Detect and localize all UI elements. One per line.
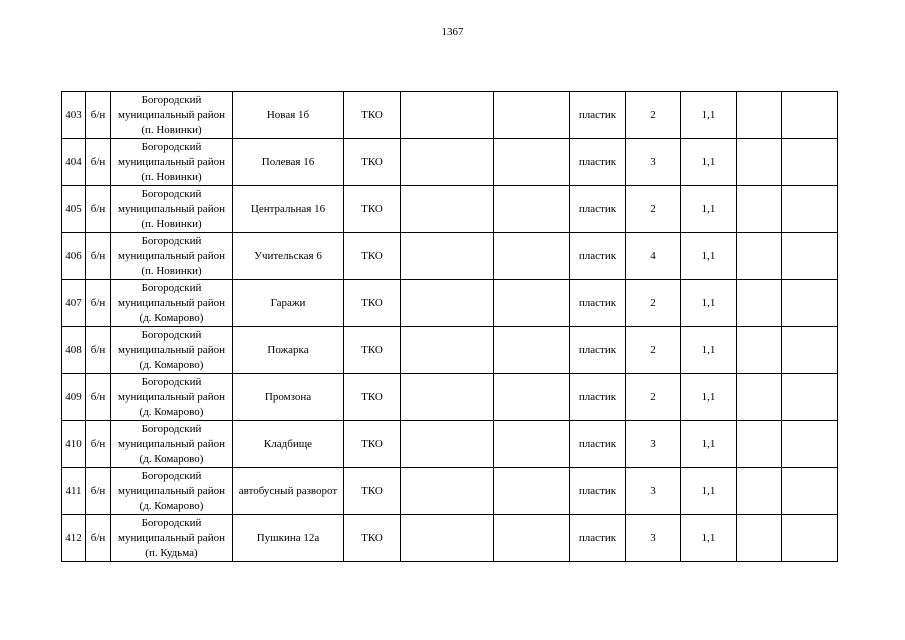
- empty-cell: [782, 233, 838, 280]
- material-cell: пластик: [570, 92, 626, 139]
- empty-cell: [782, 421, 838, 468]
- district-cell: Богородский муниципальный район (д. Комарово): [111, 374, 233, 421]
- empty-cell: [737, 233, 782, 280]
- empty-cell: [782, 468, 838, 515]
- empty-cell: [494, 186, 570, 233]
- bn-cell: б/н: [86, 468, 111, 515]
- bn-cell: б/н: [86, 280, 111, 327]
- volume-cell: 1,1: [681, 374, 737, 421]
- count-cell: 3: [626, 515, 681, 562]
- waste-type-cell: ТКО: [344, 92, 401, 139]
- empty-cell: [494, 468, 570, 515]
- row-number: 409: [62, 374, 86, 421]
- table-row: [62, 327, 838, 374]
- page-number: 1367: [441, 26, 464, 38]
- waste-type-cell: ТКО: [344, 280, 401, 327]
- table-row: [62, 186, 838, 233]
- material-cell: пластик: [570, 233, 626, 280]
- empty-cell: [401, 139, 494, 186]
- empty-cell: [737, 92, 782, 139]
- empty-cell: [782, 327, 838, 374]
- empty-cell: [782, 280, 838, 327]
- material-cell: пластик: [570, 280, 626, 327]
- waste-type-cell: ТКО: [344, 421, 401, 468]
- district-cell: Богородский муниципальный район (п. Новинки): [111, 233, 233, 280]
- empty-cell: [494, 327, 570, 374]
- empty-cell: [737, 374, 782, 421]
- empty-cell: [401, 515, 494, 562]
- empty-cell: [401, 233, 494, 280]
- empty-cell: [737, 421, 782, 468]
- waste-type-cell: ТКО: [344, 515, 401, 562]
- address-cell: Учительская 6: [233, 233, 344, 280]
- table-row: [62, 92, 838, 139]
- district-cell: Богородский муниципальный район (п. Новинки): [111, 92, 233, 139]
- waste-type-cell: ТКО: [344, 186, 401, 233]
- row-number: 410: [62, 421, 86, 468]
- row-number: 407: [62, 280, 86, 327]
- empty-cell: [401, 374, 494, 421]
- bn-cell: б/н: [86, 327, 111, 374]
- volume-cell: 1,1: [681, 233, 737, 280]
- address-cell: Кладбище: [233, 421, 344, 468]
- district-cell: Богородский муниципальный район (п. Новинки): [111, 186, 233, 233]
- empty-cell: [782, 92, 838, 139]
- material-cell: пластик: [570, 139, 626, 186]
- count-cell: 4: [626, 233, 681, 280]
- row-number: 406: [62, 233, 86, 280]
- waste-type-cell: ТКО: [344, 327, 401, 374]
- empty-cell: [494, 139, 570, 186]
- empty-cell: [401, 327, 494, 374]
- volume-cell: 1,1: [681, 468, 737, 515]
- empty-cell: [494, 280, 570, 327]
- material-cell: пластик: [570, 327, 626, 374]
- address-cell: Полевая 16: [233, 139, 344, 186]
- address-cell: Пожарка: [233, 327, 344, 374]
- volume-cell: 1,1: [681, 280, 737, 327]
- material-cell: пластик: [570, 421, 626, 468]
- count-cell: 3: [626, 468, 681, 515]
- table-row: [62, 233, 838, 280]
- bn-cell: б/н: [86, 374, 111, 421]
- district-cell: Богородский муниципальный район (п. Кудьма): [111, 515, 233, 562]
- empty-cell: [494, 515, 570, 562]
- count-cell: 3: [626, 421, 681, 468]
- volume-cell: 1,1: [681, 421, 737, 468]
- empty-cell: [494, 374, 570, 421]
- empty-cell: [401, 186, 494, 233]
- table-row: [62, 374, 838, 421]
- bn-cell: б/н: [86, 421, 111, 468]
- volume-cell: 1,1: [681, 186, 737, 233]
- district-cell: Богородский муниципальный район (п. Новинки): [111, 139, 233, 186]
- empty-cell: [401, 468, 494, 515]
- empty-cell: [401, 280, 494, 327]
- empty-cell: [737, 280, 782, 327]
- volume-cell: 1,1: [681, 139, 737, 186]
- empty-cell: [782, 515, 838, 562]
- registry-table: [61, 91, 838, 562]
- table-row: [62, 421, 838, 468]
- address-cell: Промзона: [233, 374, 344, 421]
- table-row: [62, 515, 838, 562]
- empty-cell: [494, 421, 570, 468]
- district-cell: Богородский муниципальный район (д. Комарово): [111, 421, 233, 468]
- count-cell: 3: [626, 139, 681, 186]
- district-cell: Богородский муниципальный район (д. Комарово): [111, 327, 233, 374]
- empty-cell: [782, 139, 838, 186]
- bn-cell: б/н: [86, 233, 111, 280]
- bn-cell: б/н: [86, 186, 111, 233]
- count-cell: 2: [626, 186, 681, 233]
- address-cell: Пушкина 12а: [233, 515, 344, 562]
- table-row: [62, 468, 838, 515]
- count-cell: 2: [626, 92, 681, 139]
- waste-type-cell: ТКО: [344, 468, 401, 515]
- empty-cell: [401, 421, 494, 468]
- empty-cell: [401, 92, 494, 139]
- table-row: [62, 280, 838, 327]
- empty-cell: [737, 327, 782, 374]
- waste-type-cell: ТКО: [344, 139, 401, 186]
- address-cell: Гаражи: [233, 280, 344, 327]
- row-number: 411: [62, 468, 86, 515]
- empty-cell: [782, 186, 838, 233]
- empty-cell: [782, 374, 838, 421]
- empty-cell: [737, 139, 782, 186]
- volume-cell: 1,1: [681, 327, 737, 374]
- bn-cell: б/н: [86, 515, 111, 562]
- row-number: 405: [62, 186, 86, 233]
- row-number: 408: [62, 327, 86, 374]
- district-cell: Богородский муниципальный район (д. Комарово): [111, 468, 233, 515]
- empty-cell: [737, 515, 782, 562]
- material-cell: пластик: [570, 374, 626, 421]
- row-number: 412: [62, 515, 86, 562]
- waste-type-cell: ТКО: [344, 374, 401, 421]
- district-cell: Богородский муниципальный район (д. Комарово): [111, 280, 233, 327]
- count-cell: 2: [626, 280, 681, 327]
- count-cell: 2: [626, 327, 681, 374]
- material-cell: пластик: [570, 186, 626, 233]
- volume-cell: 1,1: [681, 92, 737, 139]
- table-row: [62, 139, 838, 186]
- row-number: 404: [62, 139, 86, 186]
- empty-cell: [494, 92, 570, 139]
- empty-cell: [737, 468, 782, 515]
- count-cell: 2: [626, 374, 681, 421]
- empty-cell: [737, 186, 782, 233]
- waste-type-cell: ТКО: [344, 233, 401, 280]
- address-cell: Новая 1б: [233, 92, 344, 139]
- bn-cell: б/н: [86, 92, 111, 139]
- row-number: 403: [62, 92, 86, 139]
- material-cell: пластик: [570, 515, 626, 562]
- empty-cell: [494, 233, 570, 280]
- address-cell: автобусный разворот: [233, 468, 344, 515]
- volume-cell: 1,1: [681, 515, 737, 562]
- address-cell: Центральная 16: [233, 186, 344, 233]
- bn-cell: б/н: [86, 139, 111, 186]
- material-cell: пластик: [570, 468, 626, 515]
